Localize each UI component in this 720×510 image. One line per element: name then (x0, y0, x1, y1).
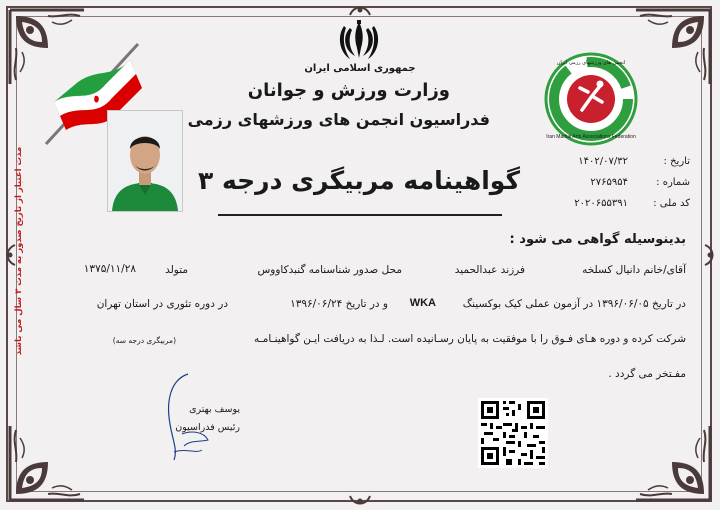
national-id-label: کد ملی : (653, 198, 690, 209)
holder-name: آقای/خانم دانیال کسلخه (582, 264, 686, 276)
theory-course-text: در دوره تئوری در استان تهران (96, 298, 228, 310)
intro-text: بدینوسیله گواهی می شود : (509, 232, 686, 247)
corner-ornament (634, 424, 712, 502)
logo-bottom-text: Iran Martial Arts Associations Federation (546, 134, 636, 140)
number-value: ۲۷۶۵۹۵۴ (590, 177, 628, 188)
signer-name: یوسف بهتری (189, 404, 240, 415)
corner-ornament (8, 424, 86, 502)
ministry-label: وزارت ورزش و جوانان (247, 80, 450, 101)
person-photo-icon (108, 111, 182, 211)
top-ornament (348, 3, 372, 17)
federation-logo-icon (544, 52, 638, 146)
logo-top-text: انجمن های ورزشهای رزمی ایران (556, 60, 626, 66)
grade-note: (مربیگری درجه سه) (112, 336, 176, 345)
national-id-value: ۲۰۲۰۶۵۵۳۹۱ (574, 198, 628, 209)
signature-icon (152, 372, 222, 462)
right-ornament (703, 243, 717, 267)
birth-date: ۱۳۷۵/۱۱/۲۸ (83, 263, 136, 275)
number-label: شماره : (656, 177, 690, 188)
signer-role: رئیس فدراسیون (175, 422, 240, 433)
wka-label: WKA (409, 297, 436, 309)
republic-label: جمهوری اسلامی ایران (304, 63, 416, 74)
holder-photo (107, 110, 183, 212)
date-label: تاریخ : (663, 156, 690, 167)
title-divider (218, 214, 502, 216)
bottom-ornament (348, 494, 372, 508)
theory-date-text: و در تاریخ ۱۳۹۶/۰۶/۲۴ (290, 298, 388, 310)
certificate-title: گواهینامه مربیگری درجه ۳ (198, 166, 520, 195)
date-value: ۱۴۰۲/۰۷/۳۲ (578, 156, 628, 167)
closing-text: مفـتخر می گردد . (608, 368, 686, 380)
federation-label: فدراسیون انجمن های ورزشهای رزمی (187, 110, 490, 129)
corner-ornament (634, 8, 712, 86)
completion-text: شرکت کرده و دوره هـای فـوق را با موفقیت به پایان رسـانیده است. لـذا به دریافت ایـن گواهینـامـه (254, 333, 686, 345)
birth-label: متولد (165, 264, 188, 276)
iran-emblem-icon (336, 18, 382, 64)
validity-note: مدت اعتبار از تاریخ صدور به مدت ۳ سال می باشد (14, 146, 24, 356)
father-name: فرزند عبدالحمید (454, 264, 525, 276)
practical-exam-text: در تاریخ ۱۳۹۶/۰۶/۰۵ در آزمون عملی کیک بوکسینگ (462, 298, 686, 310)
qr-code-icon (478, 398, 548, 468)
issue-place: محل صدور شناسنامه گنبدکاووس (257, 264, 402, 276)
